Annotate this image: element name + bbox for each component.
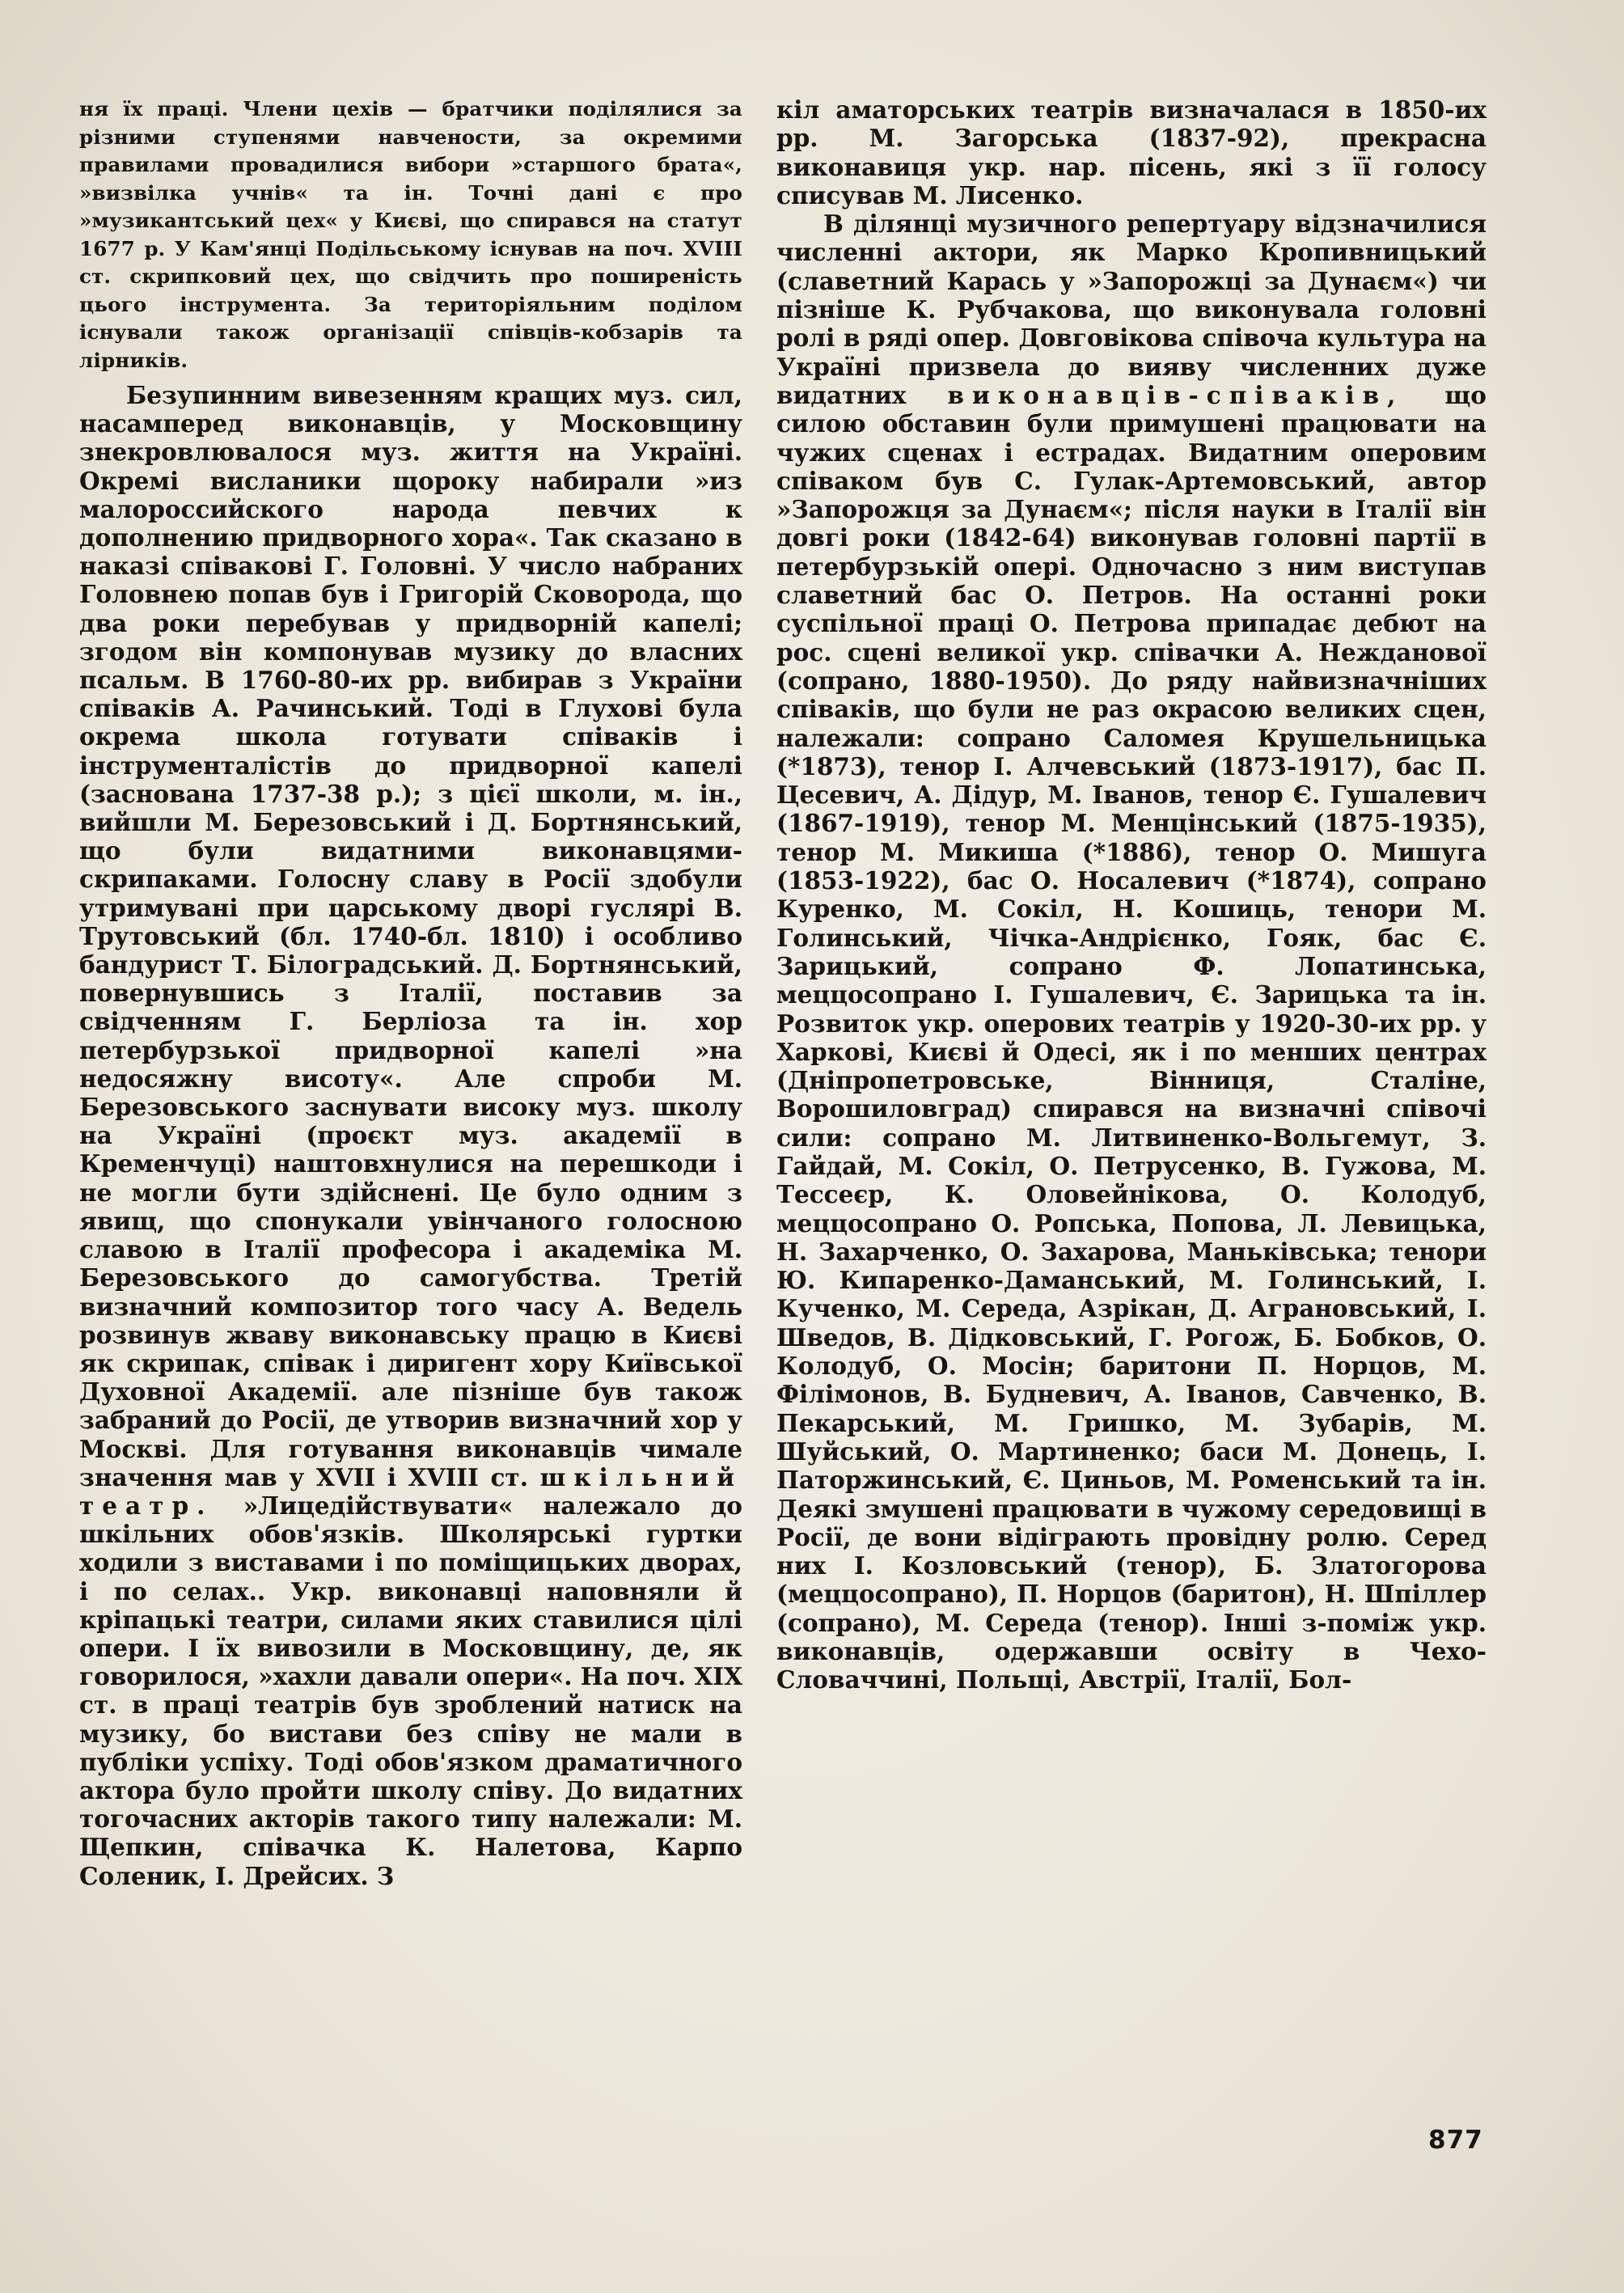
paragraph-export-continuation: »Лицедійствувати« належало до шкільних обов'язків. Школярські гуртки ходили з виставами і по поміщицьких дворах, і по селах.. Укр. виконавці наповняли й кріпацькі театри, силами яких ставилися цілі опери. І їх вивозили в Московщину, де, як говорилося, »хахли давали опери«. На поч. XIX ст. в праці театрів був зроблений натиск на музику, бо вистави без співу не мали в публіки успіху. Тоді обов'язком драматичного актора було пройти школу співу. До видатних тогочасних акторів такого типу належали: М. Щепкин, співачка К. Налетова, Карпо Соленик, І. Дрейсих. З <box>79 1491 742 1890</box>
right-column <box>776 95 1487 1694</box>
page-number: 877 <box>1428 2126 1483 2155</box>
paragraph-export-of-musicians <box>79 381 742 1890</box>
paragraph-export-text: Безупинним вивезенням кращих муз. сил, насамперед виконавців, у Московщину знекровлювалося муз. життя на Україні. Окремі висланики щороку набирали »из малороссийского народа певчих к дополнению придворного хора«. Так сказано в наказі співакові Г. Головні. У число набраних Головнею попав був і Григорій Сковорода, що два роки перебував у придворній капелі; згодом він компонував музику до власних псальм. В 1760-80-их рр. вибирав з України співаків А. Рачинський. Тоді в Глухові була окрема школа готувати співаків і інструменталістів до придворної капелі (заснована 1737-38 р.); з цієї школи, м. ін., вийшли М. Березовський і Д. Бортнянський, що були видатними виконавцями-скрипаками. Голосну славу в Росії здобули утримувані при царському дворі гуслярі В. Трутовський (бл. 1740-бл. 1810) і особливо бандурист Т. Білоградський. Д. Бортнянський, повернувшись з Італії, поставив за свідченням Г. Берліоза та ін. хор петербурзької придворної капелі »на недосяжну висоту«. Але спроби М. Березовського заснувати високу муз. школу на Україні (проєкт муз. академії в Кременчуці) наштовхнулися на перешкоди і не могли бути здійснені. Це було одним з явищ, що спонукали увінчаного голосною славою в Італії професора і академіка М. Березовського до самогубства. Третій визначний композитор того часу А. Ведель розвинув жваву виконавську працю в Києві як скрипак, співак і диригент хору Київської Духовної Академії. але пізніше був також забраний до Росії, де утворив визначний хор у Москві. Для готування виконавців чимале значення мав у XVII і XVIII ст. <box>79 381 742 1491</box>
left-column <box>79 95 742 1890</box>
school-theatre-spaced: шкільний театр. <box>79 1462 742 1520</box>
performers-singers-spaced: виконавців-співаків, <box>947 380 1404 409</box>
paragraph-repertoire-continuation: що силою обставин були примушені працювати на чужих сценах і естрадах. Видатним оперовим співаком був С. Гулак-Артемовський, автор »Запорожця за Дунаєм«; після науки в Італії він довгі роки (1842-64) виконував головні партії в петербурзькій опері. Одночасно з ним виступав славетний бас О. Петров. На останні роки суспільної праці О. Петрова припадає дебют на рос. сцені великої укр. співачки А. Нежданової (сопрано, 1880-1950). До ряду найвизначніших співаків, що були не раз окрасою великих сцен, належали: сопрано Саломея Крушельницька (*1873), тенор І. Алчевський (1873-1917), бас П. Цесевич, А. Дідур, М. Іванов, тенор Є. Гушалевич (1867-1919), тенор М. Менцінський (1875-1935), тенор М. Микиша (*1886), тенор О. Мишуга (1853-1922), бас О. Носалевич (*1874), сопрано Куренко, М. Сокіл, Н. Кошиць, тенори М. Голинський, Чічка-Андрієнко, Гояк, бас Є. Зарицький, сопрано Ф. Лопатинська, меццосопрано І. Гушалевич, Є. Зарицька та ін. Розвиток укр. оперових театрів у 1920-30-их рр. у Харкові, Києві й Одесі, як і по менших центрах (Дніпропетровське, Вінниця, Сталіне, Ворошиловград) спирався на визначні співочі сили: сопрано М. Литвиненко-Вольгемут, З. Гайдай, М. Сокіл, О. Петрусенко, В. Гужова, М. Тессеєр, К. Оловейнікова, О. Колодуб, меццосопрано О. Ропська, Попова, Л. Левицька, Н. Захарченко, О. Захарова, Маньківська; тенори Ю. Кипаренко-Даманський, М. Голинський, І. Кученко, М. Середа, Азрікан, Д. Аграновський, І. Шведов, В. Дідковський, Г. Рогож, Б. Бобков, О. Колодуб, О. Мосін; баритони П. Норцов, М. Філімонов, В. Будневич, А. Іванов, Савченко, В. Пекарський, М. Гришко, М. Зубарів, М. Шуйський, О. Мартиненко; баси М. Донець, І. Паторжинський, Є. Циньов, М. Роменський та ін. Деякі змушені працювати в чужому середовищі в Росії, де вони відіграють провідну ролю. Серед них І. Козловський (тенор), Б. Златогорова (меццосопрано), П. Норцов (баритон), Н. Шпіллер (сопрано), М. Середа (тенор). Інші з-поміж укр. виконавців, одержавши освіту в Чехо-Словаччині, Польщі, Австрії, Італії, Бол- <box>776 380 1487 1694</box>
paragraph-guilds: ня їх праці. Члени цехів — братчики поділялися за різними ступенями навчености, за окремими правилами провадилися вибори »старшого брата«, »визвілка учнів« та ін. Точні дані є про »музикантський цех« у Києві, що спирався на статут 1677 р. У Кам'янці Подільському існував на поч. XVIII ст. скрипковий цех, що свідчить про поширеність цього інструмента. За територіяльним поділом існували також організації співців-кобзарів та лірників. <box>79 97 742 372</box>
paragraph-repertoire-singers <box>776 209 1487 1694</box>
paragraph-repertoire-text: В ділянці музичного репертуару відзначилися численні актори, як Марко Кропивницький (славетний Карась у »Запорожці за Дунаєм«) чи пізніше К. Рубчакова, що виконувала головні ролі в ряді опер. Довговікова співоча культура на Україні призвела до вияву численних дуже видатних <box>776 209 1487 409</box>
paragraph-amateur-theatres: кіл аматорських театрів визначалася в 1850-их рр. М. Загорська (1837-92), прекрасна виконавиця укр. нар. пісень, які з її голосу списував М. Лисенко. <box>776 95 1487 209</box>
